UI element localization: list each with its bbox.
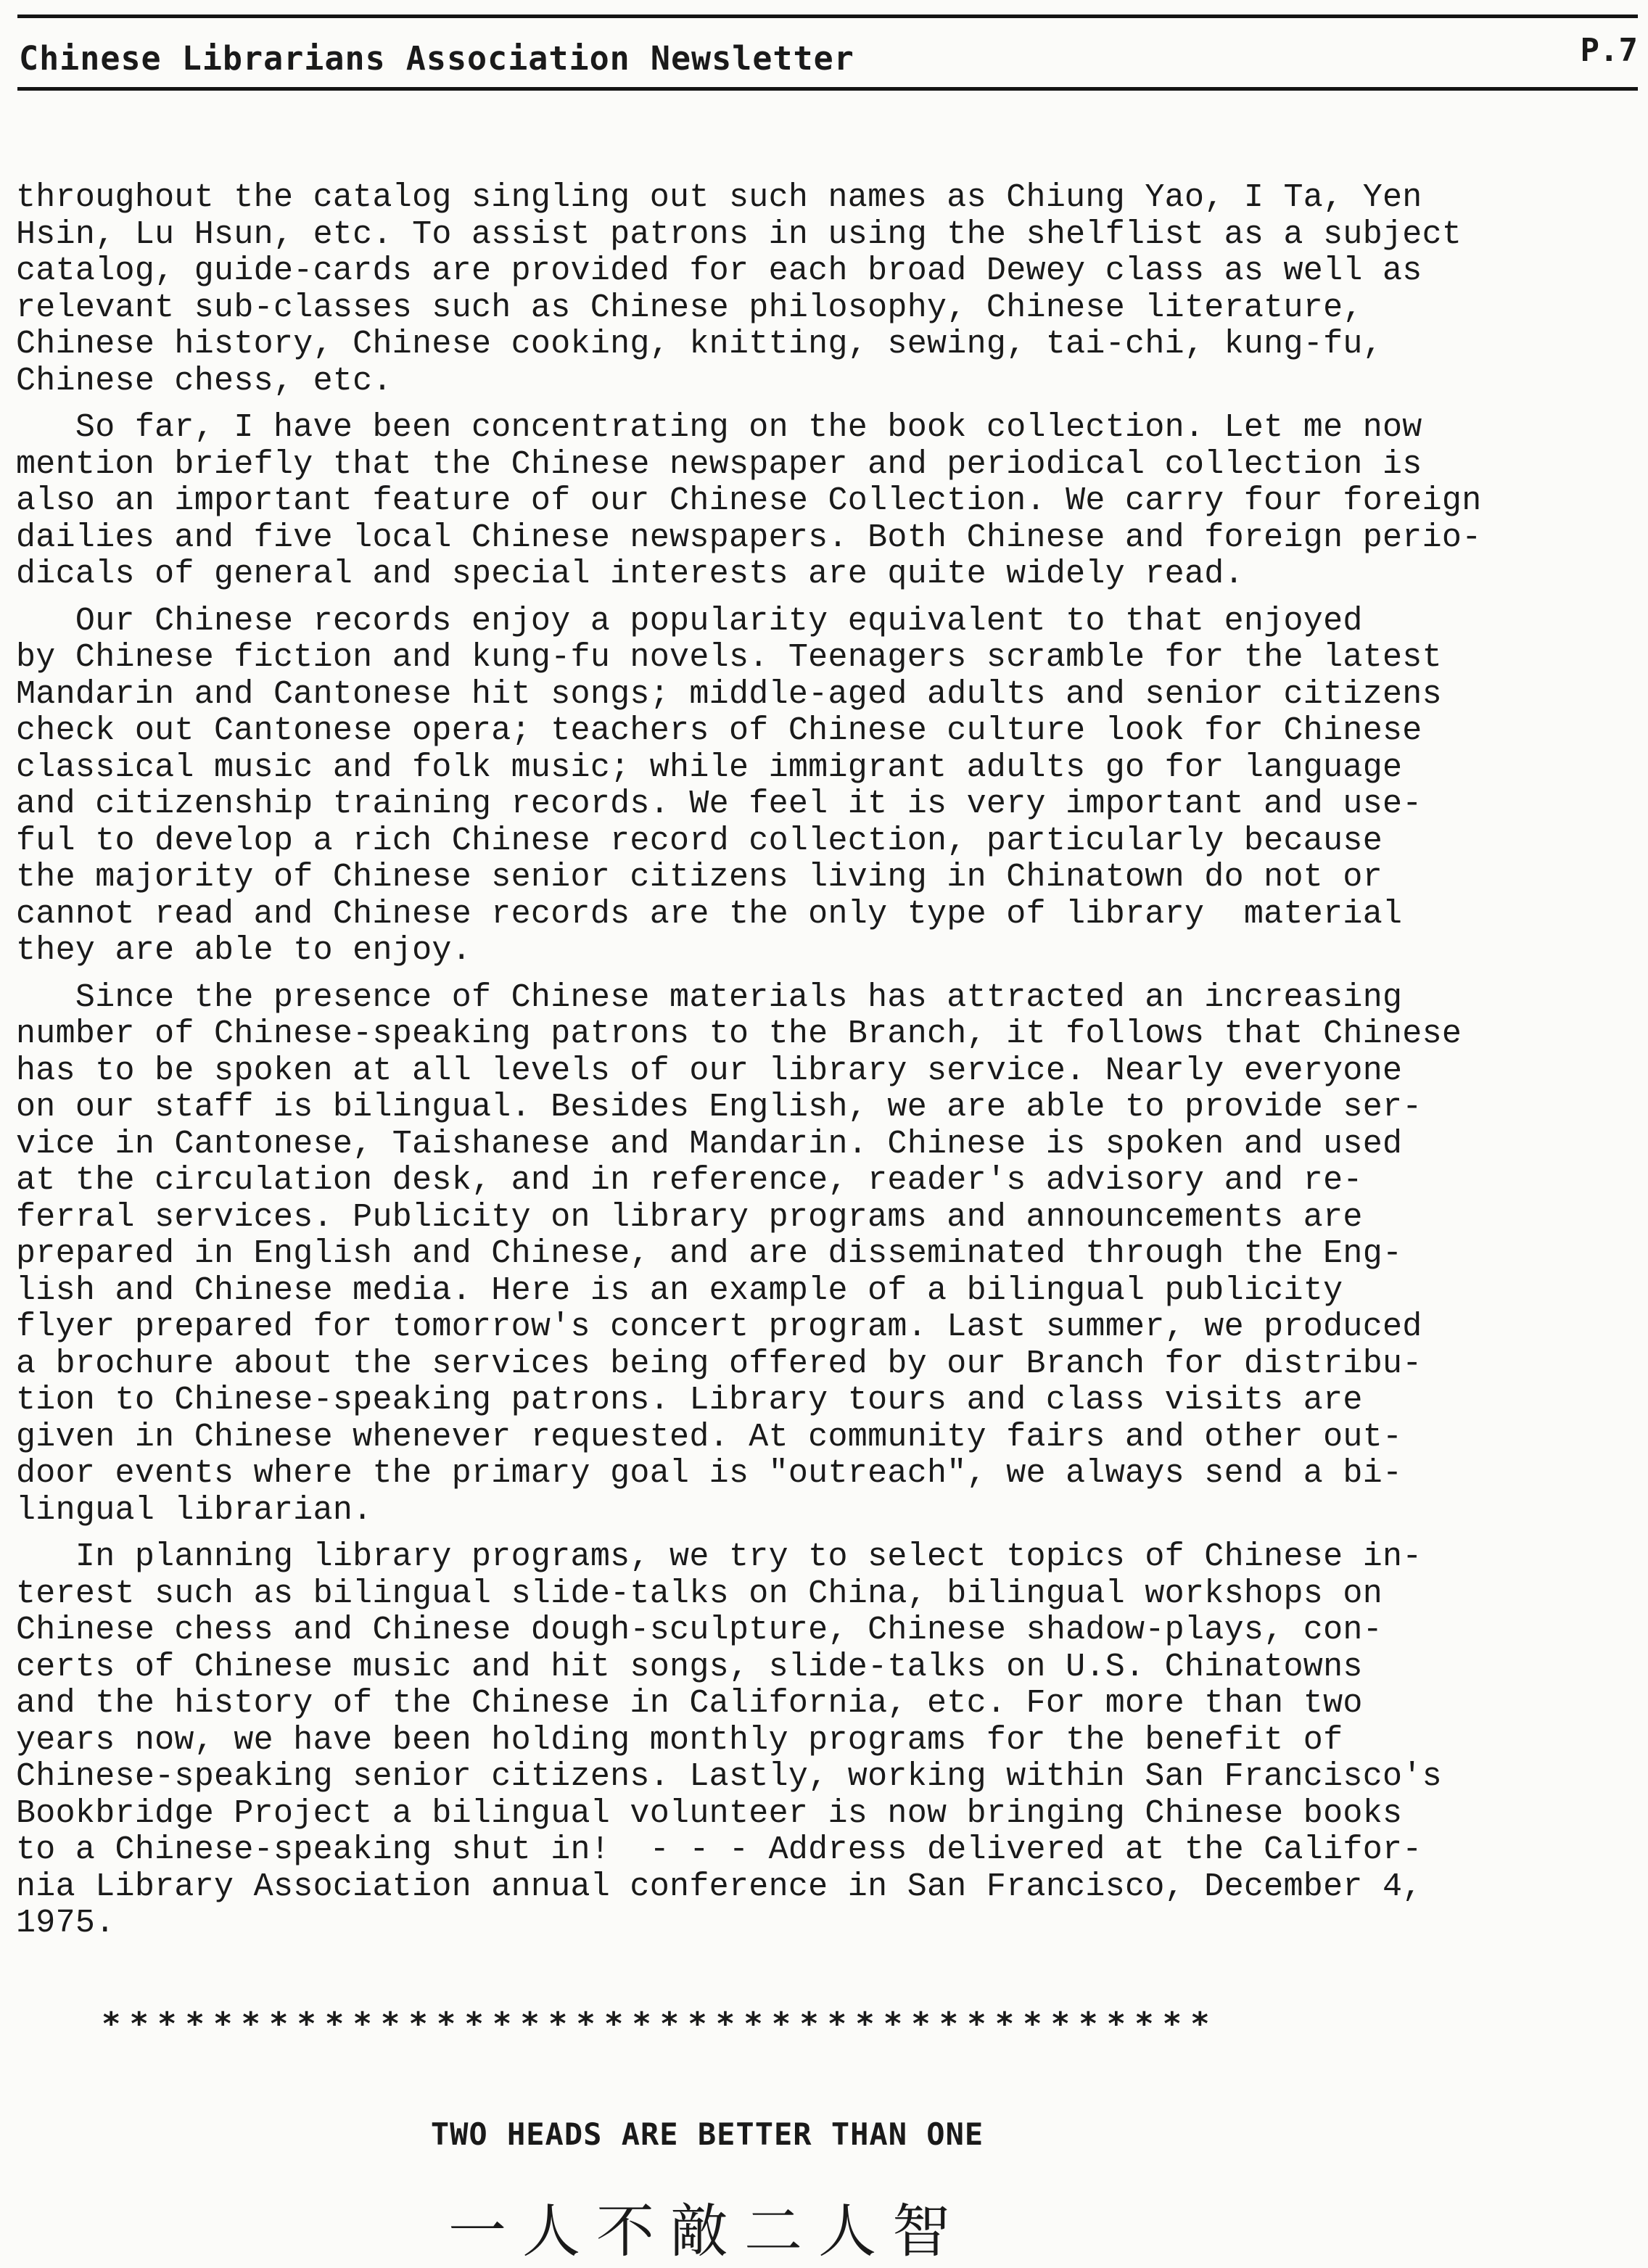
text-line: check out Cantonese opera; teachers of Chinese culture look for Chinese	[16, 712, 1422, 749]
proverb-chinese: 一人不敵二人智	[448, 2198, 966, 2265]
text-line: relevant sub-classes such as Chinese philosophy, Chinese literature,	[16, 289, 1363, 326]
text-line: vice in Cantonese, Taishanese and Mandarin. Chinese is spoken and used	[16, 1125, 1403, 1163]
text-line: terest such as bilingual slide-talks on China, bilingual workshops on	[16, 1575, 1383, 1612]
text-line: In planning library programs, we try to select topics of Chinese in-	[16, 1538, 1422, 1575]
header-bottom-rule	[17, 87, 1638, 91]
text-line: at the circulation desk, and in reference, reader's advisory and re-	[16, 1162, 1363, 1199]
paragraph	[16, 1539, 1612, 1942]
text-line: by Chinese fiction and kung-fu novels. Teenagers scramble for the latest	[16, 639, 1442, 676]
text-line: given in Chinese whenever requested. At community fairs and other out-	[16, 1418, 1403, 1456]
text-line: Since the presence of Chinese materials has attracted an increasing	[16, 978, 1403, 1016]
section-separator: ****************************************	[102, 2005, 1219, 2042]
page-number: P.7	[1580, 32, 1638, 69]
text-line: and the history of the Chinese in California, etc. For more than two	[16, 1685, 1363, 1722]
text-line: classical music and folk music; while immigrant adults go for language	[16, 749, 1403, 786]
text-line: the majority of Chinese senior citizens living in Chinatown do not or	[16, 859, 1383, 896]
page-header	[17, 32, 1638, 83]
text-line: Chinese-speaking senior citizens. Lastly, working within San Francisco's	[16, 1758, 1442, 1795]
text-line: certs of Chinese music and hit songs, slide-talks on U.S. Chinatowns	[16, 1648, 1363, 1686]
text-line: Hsin, Lu Hsun, etc. To assist patrons in using the shelflist as a subject	[16, 215, 1462, 253]
proverb-english: TWO HEADS ARE BETTER THAN ONE	[430, 2116, 984, 2152]
text-line: Chinese history, Chinese cooking, knitting, sewing, tai-chi, kung-fu,	[16, 326, 1383, 363]
text-line: number of Chinese-speaking patrons to the Branch, it follows that Chinese	[16, 1015, 1462, 1052]
text-line: mention briefly that the Chinese newspaper and periodical collection is	[16, 445, 1422, 483]
text-line: on our staff is bilingual. Besides English, we are able to provide ser-	[16, 1089, 1422, 1126]
article-body	[16, 180, 1612, 1952]
text-line: to a Chinese-speaking shut in! - - - Address delivered at the Califor-	[16, 1831, 1422, 1868]
text-line: Bookbridge Project a bilingual volunteer is now bringing Chinese books	[16, 1794, 1403, 1832]
text-line: Mandarin and Cantonese hit songs; middle-aged adults and senior citizens	[16, 675, 1442, 713]
text-line: Chinese chess, etc.	[16, 362, 392, 400]
text-line: and citizenship training records. We feel it is very important and use-	[16, 785, 1422, 822]
text-line: catalog, guide-cards are provided for each broad Dewey class as well as	[16, 252, 1422, 289]
text-line: 1975.	[16, 1905, 115, 1942]
paragraph	[16, 180, 1612, 400]
text-line: ful to develop a rich Chinese record collection, particularly because	[16, 822, 1383, 859]
text-line: years now, we have been holding monthly programs for the benefit of	[16, 1721, 1343, 1759]
paragraph	[16, 410, 1612, 593]
text-line: they are able to enjoy.	[16, 932, 472, 969]
text-line: dicals of general and special interests are quite widely read.	[16, 556, 1244, 593]
text-line: So far, I have been concentrating on the book collection. Let me now	[16, 409, 1422, 446]
text-line: lish and Chinese media. Here is an example of a bilingual publicity	[16, 1271, 1343, 1309]
text-line: tion to Chinese-speaking patrons. Library tours and class visits are	[16, 1382, 1363, 1419]
text-line: cannot read and Chinese records are the only type of library material	[16, 895, 1403, 933]
text-line: prepared in English and Chinese, and are disseminated through the Eng-	[16, 1235, 1403, 1272]
text-line: flyer prepared for tomorrow's concert program. Last summer, we produced	[16, 1308, 1422, 1345]
text-line: lingual librarian.	[16, 1491, 373, 1529]
text-line: dailies and five local Chinese newspapers. Both Chinese and foreign perio-	[16, 519, 1482, 556]
text-line: has to be spoken at all levels of our library service. Nearly everyone	[16, 1052, 1403, 1089]
text-line: Our Chinese records enjoy a popularity equivalent to that enjoyed	[16, 602, 1363, 640]
text-line: Chinese chess and Chinese dough-sculpture, Chinese shadow-plays, con-	[16, 1612, 1383, 1649]
text-line: a brochure about the services being offered by our Branch for distribu-	[16, 1345, 1422, 1382]
text-line: throughout the catalog singling out such names as Chiung Yao, I Ta, Yen	[16, 179, 1422, 216]
text-line: also an important feature of our Chinese Collection. We carry four foreign	[16, 482, 1482, 519]
paragraph	[16, 980, 1612, 1530]
newsletter-title: Chinese Librarians Association Newsletter	[19, 39, 854, 78]
text-line: door events where the primary goal is "outreach", we always send a bi-	[16, 1455, 1403, 1492]
text-line: ferral services. Publicity on library programs and announcements are	[16, 1198, 1363, 1236]
paragraph	[16, 603, 1612, 970]
text-line: nia Library Association annual conference in San Francisco, December 4,	[16, 1868, 1422, 1905]
header-top-rule	[17, 15, 1638, 18]
